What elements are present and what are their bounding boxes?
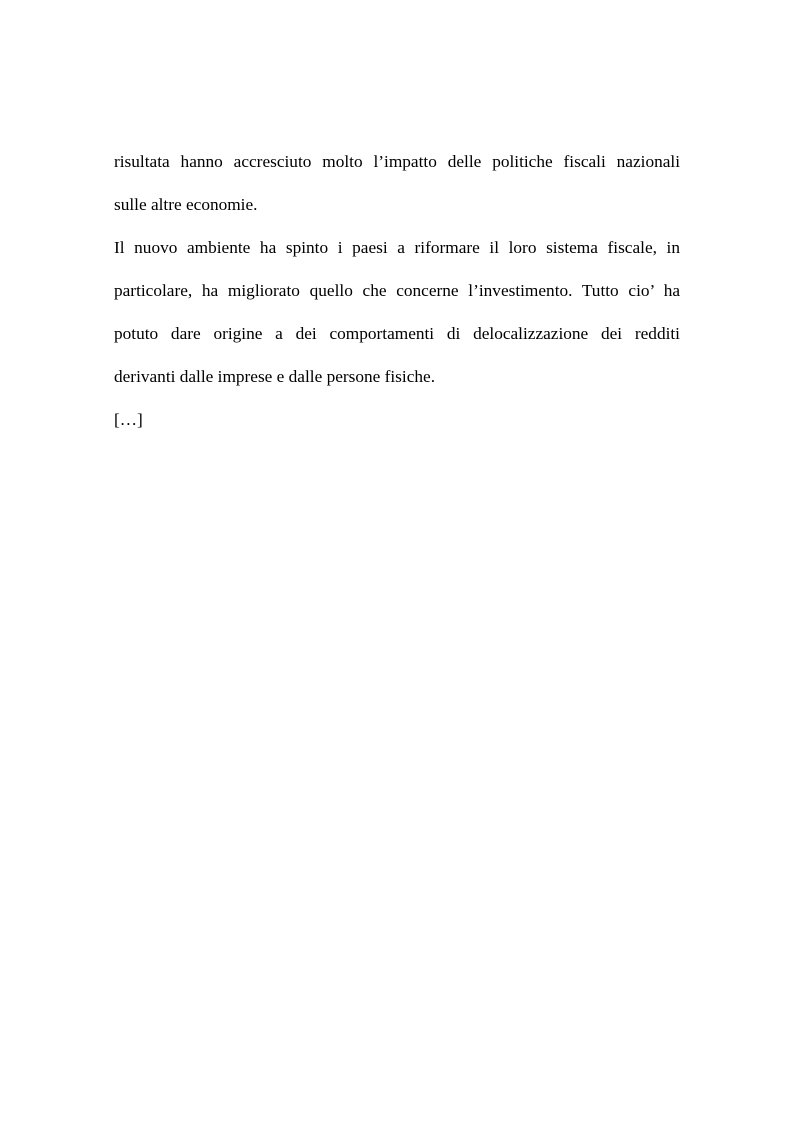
- body-text: [114, 148, 680, 449]
- text-line-1: risultata hanno accresciuto molto l’impatto delle politiche fiscali nazionali: [114, 152, 680, 171]
- text-line-5: potuto dare origine a dei comportamenti di delocalizzazione dei redditi: [114, 324, 680, 343]
- ellipsis-marker: […]: [114, 410, 143, 429]
- text-line-4: particolare, ha migliorato quello che concerne l’investimento. Tutto cio’ ha: [114, 281, 680, 300]
- text-line-6: derivanti dalle imprese e dalle persone fisiche.: [114, 367, 436, 386]
- text-line-2: sulle altre economie.: [114, 195, 258, 214]
- text-line-3: Il nuovo ambiente ha spinto i paesi a riformare il loro sistema fiscale, in: [114, 238, 680, 257]
